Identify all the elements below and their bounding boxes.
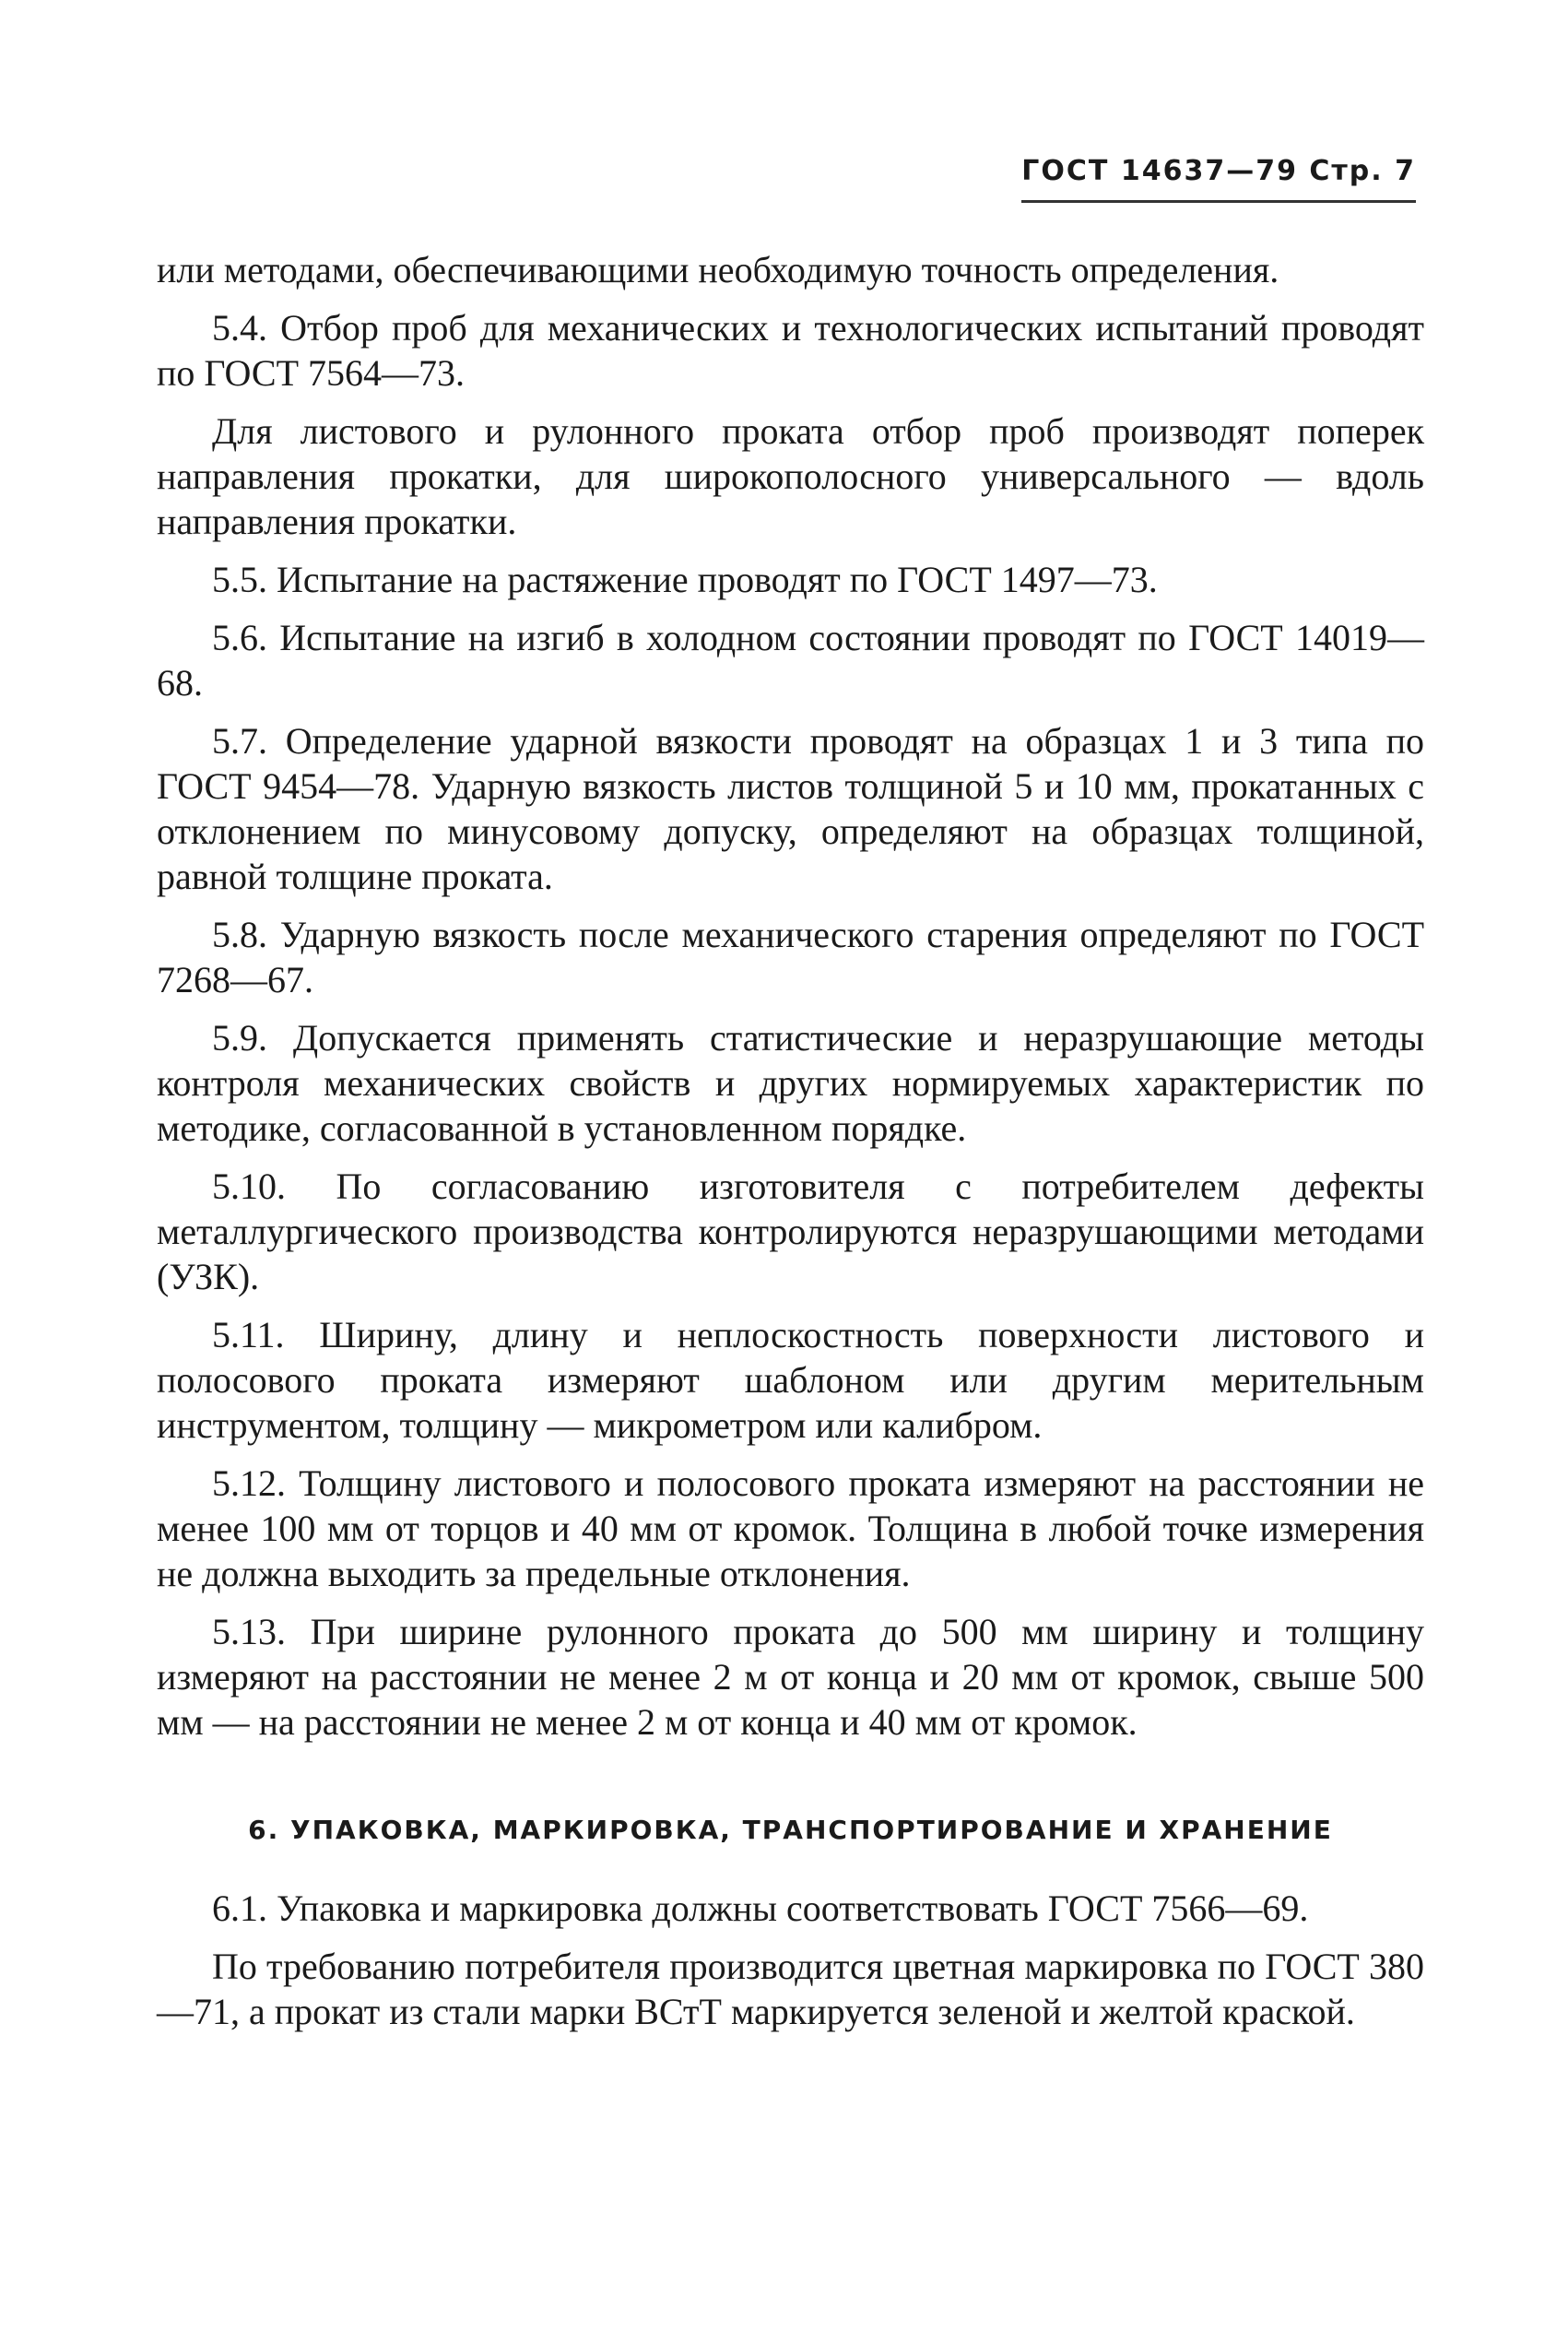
paragraph-5-9: 5.9. Допускается применять статистические и неразрушающие методы контроля механических свойств и других нормируемых характеристик по методике, согласованной в установленном порядке. (157, 1017, 1424, 1149)
paragraph-5-8: 5.8. Ударную вязкость после механического старения определяют по ГОСТ 7268—67. (157, 914, 1424, 1000)
paragraph-5-5: 5.5. Испытание на растяжение проводят по ГОСТ 1497—73. (212, 559, 1158, 600)
paragraph-5-7: 5.7. Определение ударной вязкости проводят на образцах 1 и 3 типа по ГОСТ 9454—78. Ударную вязкость листов толщиной 5 и 10 мм, прокатанных с отклонением по минусовому допуску, определяют на образцах толщиной, равной толщине проката. (157, 720, 1424, 897)
paragraph-5-11: 5.11. Ширину, длину и неплоскостность поверхности листового и полосового проката измеряют шаблоном или другим мерительным инструментом, толщину — микрометром или калибром. (157, 1314, 1424, 1446)
paragraph-5-6: 5.6. Испытание на изгиб в холодном состоянии проводят по ГОСТ 14019—68. (157, 617, 1424, 704)
paragraph-5-4: 5.4. Отбор проб для механических и технологических испытаний проводят по ГОСТ 7564—73. (157, 307, 1424, 394)
paragraph-6-1: 6.1. Упаковка и маркировка должны соответствовать ГОСТ 7566—69. (212, 1887, 1309, 1929)
paragraph-5-13: 5.13. При ширине рулонного проката до 500 мм ширину и толщину измеряют на расстоянии не менее 2 м от конца и 20 мм от кромок, свыше 500 мм — на расстоянии не менее 2 м от конца и 40 мм от кромок. (157, 1611, 1424, 1743)
section-6-body (157, 1886, 1424, 2047)
section-5-body (157, 247, 1424, 1757)
paragraph-5-12: 5.12. Толщину листового и полосового проката измеряют на расстоянии не менее 100 мм от торцов и 40 мм от кромок. Толщина в любой точке измерения не должна выходить за предельные отклонения. (157, 1462, 1424, 1594)
paragraph-5-4-sampling: Для листового и рулонного проката отбор проб производят поперек направления прокатки, для широкополосного универсального — вдоль направления прокатки. (157, 410, 1424, 542)
paragraph-continuation: или методами, обеспечивающими необходимую точность определения. (157, 249, 1279, 290)
paragraph-5-10: 5.10. По согласованию изготовителя с потребителем дефекты металлургического производства контролируются неразрушающими методами (УЗК). (157, 1166, 1424, 1297)
paragraph-6-1-marking: По требованию потребителя производится цветная маркировка по ГОСТ 380—71, а прокат из стали марки ВСтТ маркируется зеленой и желтой краской. (157, 1946, 1424, 2032)
page-header: ГОСТ 14637—79 Стр. 7 (1021, 155, 1416, 203)
section-6-heading: 6. УПАКОВКА, МАРКИРОВКА, ТРАНСПОРТИРОВАНИЕ И ХРАНЕНИЕ (248, 1815, 1333, 1845)
